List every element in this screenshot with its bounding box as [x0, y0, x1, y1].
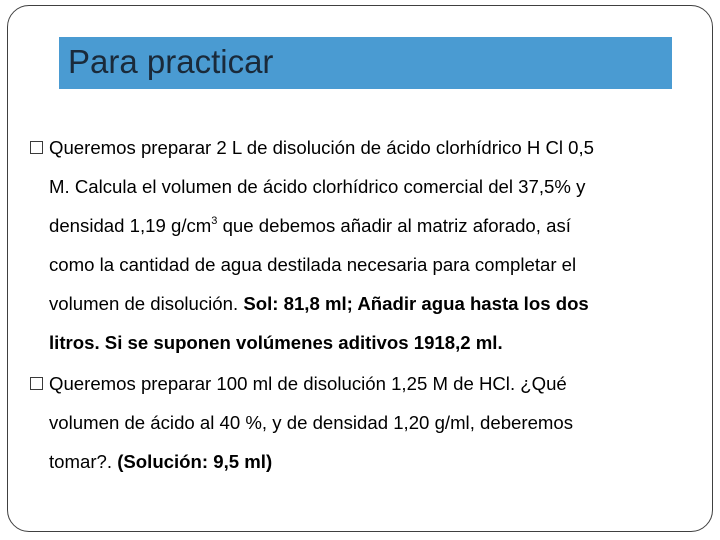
bullet-1-text-3a: densidad 1,19 g/cm	[49, 215, 212, 236]
bullet-1-line-3	[30, 206, 700, 245]
bullet-1-line-5	[30, 284, 700, 323]
bullet-1-solution-b: litros. Si se suponen volúmenes aditivos 1918,2 ml.	[49, 332, 503, 353]
bullet-2-solution: (Solución: 9,5 ml)	[117, 451, 273, 472]
checkbox-square-icon	[30, 377, 43, 390]
superscript-3: 3	[211, 215, 218, 227]
bullet-2-line-2	[30, 403, 700, 442]
bullet-1-text-3b: que debemos añadir al matriz aforado, así	[217, 215, 571, 236]
bullet-2-text-1: Queremos preparar 100 ml de disolución 1,25 M de HCl. ¿Qué	[49, 373, 567, 394]
bullet-1-solution-a: Sol: 81,8 ml; Añadir agua hasta los dos	[243, 293, 589, 314]
bullet-1-text-5: volumen de disolución.	[49, 293, 244, 314]
bullet-1-text-4: como la cantidad de agua destilada necesaria para completar el	[49, 254, 577, 275]
bullet-1-line-4	[30, 245, 700, 284]
bullet-1-line-1	[30, 128, 700, 167]
bullet-2-text-2: volumen de ácido al 40 %, y de densidad 1,20 g/ml, deberemos	[49, 412, 574, 433]
bullet-item-1	[30, 128, 700, 362]
checkbox-square-icon	[30, 141, 43, 154]
bullet-1-line-2	[30, 167, 700, 206]
bullet-2-text-3: tomar?.	[49, 451, 118, 472]
bullet-1-text-2: M. Calcula el volumen de ácido clorhídrico comercial del 37,5% y	[49, 176, 586, 197]
bullet-1-line-6	[30, 323, 700, 362]
bullet-1-text-1: Queremos preparar 2 L de disolución de ácido clorhídrico H Cl 0,5	[49, 137, 595, 158]
slide-title: Para practicar	[68, 43, 274, 80]
slide-content	[30, 128, 700, 481]
bullet-2-line-3	[30, 442, 700, 481]
title-bar	[59, 37, 672, 89]
bullet-2-line-1	[30, 364, 700, 403]
bullet-item-2	[30, 364, 700, 481]
